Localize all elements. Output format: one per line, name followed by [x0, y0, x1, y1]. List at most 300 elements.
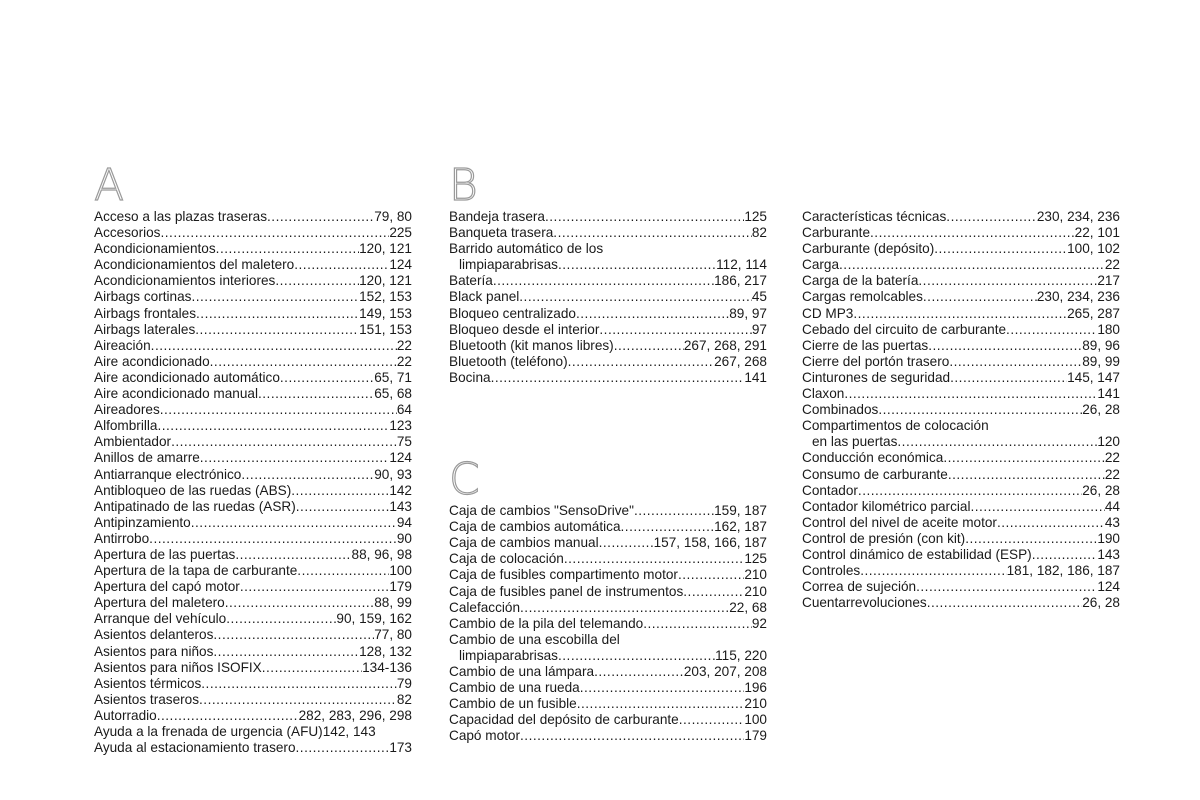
dot-leader [679, 712, 745, 728]
entry-pages: 22 [1104, 450, 1120, 466]
index-entry [802, 241, 1120, 257]
entry-list-c-part-1 [449, 503, 767, 744]
dot-leader [191, 289, 359, 305]
entry-pages: 179 [389, 579, 412, 595]
dot-leader [213, 644, 359, 660]
entry-term: Capacidad del depósito de carburante [449, 712, 679, 728]
entry-pages: 82 [396, 691, 412, 707]
dot-leader [519, 289, 752, 305]
entry-term: Apertura del capó motor [94, 579, 240, 595]
entry-term: Conducción económica [802, 450, 944, 466]
entry-pages: 89, 99 [1082, 353, 1120, 369]
index-entry [802, 273, 1120, 289]
entry-pages: 186, 217 [714, 273, 767, 289]
entry-pages: 141 [1097, 386, 1120, 402]
index-entry [449, 728, 767, 744]
dot-leader [280, 370, 374, 386]
index-entry [94, 724, 412, 740]
dot-leader [643, 616, 752, 632]
index-entry [94, 434, 412, 450]
entry-term: Antipatinado de las ruedas (ASR) [94, 498, 296, 514]
entry-pages: 143 [1097, 546, 1120, 562]
entry-pages: 134-136 [362, 659, 412, 675]
dot-leader [946, 209, 1037, 225]
entry-term: Caja de fusibles panel de instrumentos [449, 583, 684, 599]
entry-term: Asientos delanteros [94, 627, 214, 643]
entry-term: Carga de la batería [802, 273, 919, 289]
entry-term: Control del nivel de aceite motor [802, 514, 997, 530]
entry-pages: 267, 268, 291 [683, 337, 767, 353]
index-entry [802, 418, 1120, 434]
dot-leader [614, 338, 684, 354]
index-entry [94, 676, 412, 692]
entry-term: Antipinzamiento [94, 514, 191, 530]
index-entry [449, 551, 767, 567]
index-entry [449, 241, 767, 257]
entry-term: Alfombrilla [94, 418, 158, 434]
dot-leader [1032, 547, 1098, 563]
dot-leader [553, 225, 752, 241]
dot-leader [918, 273, 1097, 289]
entry-term: Antirrobo [94, 530, 150, 546]
dot-leader [858, 483, 1082, 499]
entry-term: Bocina [449, 369, 491, 385]
entry-term: Caja de cambios "SensoDrive" [449, 503, 634, 519]
index-entry [449, 209, 767, 225]
entry-term: Aire acondicionado manual [94, 386, 258, 402]
entry-term: Control de presión (con kit) [802, 530, 966, 546]
index-entry [802, 563, 1120, 579]
entry-term: Cuentarrevoluciones [802, 595, 927, 611]
entry-term: Cambio de una escobilla del [449, 631, 620, 647]
entry-pages: 124 [389, 257, 412, 273]
entry-term: Aireadores [94, 402, 160, 418]
entry-term: Asientos traseros [94, 691, 200, 707]
entry-pages: 123 [389, 418, 412, 434]
index-entry [802, 306, 1120, 322]
entry-pages: 77, 80 [374, 627, 412, 643]
entry-term: Acondicionamientos interiores [94, 273, 276, 289]
entry-term: Bloqueo centralizado [449, 305, 576, 321]
entry-pages: 124 [389, 450, 412, 466]
entry-term: Banqueta trasera [449, 225, 554, 241]
index-entry [449, 273, 767, 289]
entry-term: Carburante (depósito) [802, 241, 935, 257]
entry-pages: 145, 147 [1067, 369, 1120, 385]
dot-leader [297, 563, 389, 579]
entry-pages: 124 [1097, 579, 1120, 595]
entry-term: Asientos para niños [94, 643, 214, 659]
entry-pages: 196 [744, 680, 767, 696]
entry-term: Apertura de la tapa de carburante [94, 563, 298, 579]
index-entry [802, 515, 1120, 531]
entry-pages: 22 [1104, 466, 1120, 482]
entry-pages: 88, 99 [374, 595, 412, 611]
dot-leader [923, 289, 1037, 305]
dot-leader [568, 354, 714, 370]
entry-term: Contador [802, 482, 858, 498]
entry-term: Arranque del vehículo [94, 611, 227, 627]
index-entry [94, 402, 412, 418]
index-entry [449, 584, 767, 600]
dot-leader [171, 434, 397, 450]
entry-pages: 120 [1097, 434, 1120, 450]
entry-term: Compartimentos de colocación [802, 418, 989, 434]
index-entry [802, 338, 1120, 354]
index-entry [449, 370, 767, 386]
index-entry [94, 289, 412, 305]
dot-leader [594, 664, 684, 680]
dot-leader [1006, 322, 1097, 338]
entry-term: Ayuda al estacionamiento trasero [94, 740, 296, 756]
index-entry [94, 306, 412, 322]
index-entry [802, 322, 1120, 338]
entry-term: Bloqueo desde el interior [449, 321, 600, 337]
index-entry [802, 209, 1120, 225]
dot-leader [241, 467, 374, 483]
section-letter-b: B [449, 160, 478, 211]
dot-leader [545, 209, 744, 225]
entry-term: Airbags frontales [94, 305, 197, 321]
entry-term: Características técnicas [802, 209, 947, 224]
dot-leader [965, 531, 1097, 547]
entry-pages: 22, 101 [1074, 225, 1120, 241]
entry-term: Claxon [802, 386, 845, 402]
index-entry [94, 563, 412, 579]
entry-term: limpiaparabrisas [459, 647, 558, 663]
index-entry [449, 306, 767, 322]
entry-pages: 22 [396, 337, 412, 353]
dot-leader [927, 595, 1083, 611]
entry-pages: 94 [396, 514, 412, 530]
dot-leader [235, 547, 351, 563]
entry-pages: 210 [744, 696, 767, 712]
index-entry [94, 515, 412, 531]
entry-term: Cambio de un fusible [449, 696, 577, 712]
entry-term: Ayuda a la frenada de urgencia (AFU) [94, 724, 323, 739]
entry-term: Caja de cambios manual [449, 535, 599, 551]
index-entry [449, 664, 767, 680]
dot-leader [558, 648, 715, 664]
index-entry [449, 680, 767, 696]
index-entry [449, 354, 767, 370]
index-entry [94, 322, 412, 338]
entry-term: Anillos de amarre [94, 450, 200, 466]
index-entry [802, 579, 1120, 595]
index-entry [94, 418, 412, 434]
index-entry [802, 595, 1120, 611]
dot-leader [201, 676, 397, 692]
index-entry [449, 648, 767, 664]
index-entry [449, 616, 767, 632]
dot-leader [678, 567, 744, 583]
entry-term: Asientos para niños ISOFIX [94, 659, 262, 675]
dot-leader [157, 418, 389, 434]
entry-term: Cambio de una lámpara [449, 663, 595, 679]
dot-leader [296, 740, 390, 756]
index-entry [449, 289, 767, 305]
dot-leader [213, 627, 374, 643]
dot-leader [949, 354, 1082, 370]
index-entry [449, 225, 767, 241]
entry-pages: 82 [751, 225, 767, 241]
dot-leader [878, 402, 1082, 418]
index-entry [802, 434, 1120, 450]
dot-leader [216, 241, 359, 257]
entry-term: Aire acondicionado [94, 353, 210, 369]
entry-term: Control dinámico de estabilidad (ESP) [802, 546, 1032, 562]
index-entry [449, 712, 767, 728]
dot-leader [916, 579, 1097, 595]
entry-pages: 89, 96 [1082, 337, 1120, 353]
entry-pages: 90, 93 [374, 466, 412, 482]
dot-leader [520, 600, 729, 616]
entry-pages: 22, 68 [729, 599, 767, 615]
entry-pages: 141 [744, 369, 767, 385]
index-entry [94, 531, 412, 547]
dot-leader [294, 257, 389, 273]
dot-leader [928, 338, 1082, 354]
dot-leader [948, 467, 1105, 483]
entry-pages: 217 [1097, 273, 1120, 289]
index-entry [94, 273, 412, 289]
dot-leader [520, 728, 744, 744]
entry-term: Capó motor [449, 728, 521, 744]
dot-leader [195, 322, 359, 338]
entry-term: Aire acondicionado automático [94, 369, 280, 385]
entry-term: Caja de cambios automática [449, 519, 621, 535]
index-entry [94, 257, 412, 273]
entry-pages: 265, 287 [1067, 305, 1120, 321]
index-entry [449, 535, 767, 551]
entry-term: Correa de sujeción [802, 579, 917, 595]
entry-term: Apertura del maletero [94, 595, 225, 611]
entry-term: Aireación [94, 337, 151, 353]
entry-pages: 179 [744, 728, 767, 744]
entry-term: Batería [449, 273, 493, 289]
entry-pages: 97 [751, 321, 767, 337]
index-entry [94, 225, 412, 241]
index-column-2 [449, 160, 767, 744]
entry-pages: 120, 121 [359, 241, 412, 257]
entry-pages: 65, 68 [374, 386, 412, 402]
dot-leader [950, 370, 1067, 386]
dot-leader [897, 434, 1097, 450]
entry-term: Asientos térmicos [94, 675, 202, 691]
index-entry [449, 257, 767, 273]
index-entry [802, 402, 1120, 418]
index-entry [802, 386, 1120, 402]
index-entry [94, 467, 412, 483]
index-entry [94, 579, 412, 595]
entry-term: Autorradio [94, 707, 157, 723]
entry-pages: 22 [1104, 257, 1120, 273]
index-entry [802, 225, 1120, 241]
entry-pages: 79, 80 [374, 209, 412, 224]
dot-leader [839, 257, 1105, 273]
index-entry [449, 503, 767, 519]
dot-leader [151, 338, 397, 354]
dot-leader [580, 680, 745, 696]
dot-leader [870, 225, 1075, 241]
index-entry [94, 644, 412, 660]
index-entry [94, 660, 412, 676]
dot-leader [191, 515, 397, 531]
entry-pages: 230, 234, 236 [1036, 289, 1120, 305]
entry-pages: 43 [1104, 514, 1120, 530]
index-entry [449, 322, 767, 338]
dot-leader [577, 696, 745, 712]
dot-leader [296, 499, 390, 515]
index-entry [802, 450, 1120, 466]
dot-leader [149, 531, 397, 547]
entry-pages: 173 [389, 740, 412, 756]
entry-pages: 90, 159, 162 [336, 611, 412, 627]
dot-leader [291, 483, 389, 499]
index-entry [94, 483, 412, 499]
index-entry [802, 370, 1120, 386]
index-entry [94, 740, 412, 756]
entry-pages: 120, 121 [359, 273, 412, 289]
entry-term: CD MP3 [802, 305, 854, 321]
index-entry [802, 483, 1120, 499]
dot-leader [160, 225, 389, 241]
index-entry [94, 209, 412, 225]
index-entry [802, 354, 1120, 370]
entry-term: Cinturones de seguridad [802, 369, 951, 385]
dot-leader [943, 450, 1105, 466]
entry-pages: 92 [751, 615, 767, 631]
dot-leader [576, 306, 729, 322]
entry-term: Combinados [802, 402, 879, 418]
index-column-1 [94, 160, 412, 756]
entry-pages: 210 [744, 567, 767, 583]
section-letter-a: A [94, 160, 125, 211]
dot-leader [491, 370, 745, 386]
dot-leader [621, 519, 715, 535]
dot-leader [934, 241, 1067, 257]
entry-term: Caja de colocación [449, 551, 564, 567]
entry-pages: 45 [751, 289, 767, 305]
dot-leader [196, 306, 359, 322]
entry-pages: 159, 187 [714, 503, 767, 519]
entry-pages: 157, 158, 166, 187 [653, 535, 767, 551]
entry-pages: 181, 182, 186, 187 [1006, 563, 1120, 579]
dot-leader [267, 209, 374, 225]
entry-pages: 282, 283, 296, 298 [298, 707, 412, 723]
index-entry [802, 547, 1120, 563]
dot-leader [853, 306, 1067, 322]
entry-pages: 115, 220 [715, 647, 767, 663]
entry-pages: 44 [1104, 498, 1120, 514]
dot-leader [258, 386, 374, 402]
entry-term: Ambientador [94, 434, 172, 450]
entry-pages: 125 [744, 551, 767, 567]
entry-term: Acondicionamientos del maletero [94, 257, 295, 273]
dot-leader [225, 595, 374, 611]
entry-pages: 180 [1097, 321, 1120, 337]
entry-pages: 128, 132 [359, 643, 412, 659]
entry-list-c-part-2 [802, 209, 1120, 611]
index-column-3 [802, 209, 1120, 611]
entry-pages: 142 [389, 482, 412, 498]
index-entry [94, 595, 412, 611]
dot-leader [844, 386, 1097, 402]
entry-term: Contador kilométrico parcial [802, 498, 971, 514]
entry-term: Cambio de una rueda [449, 680, 580, 696]
index-entry [94, 450, 412, 466]
dot-leader [564, 551, 744, 567]
entry-pages: 210 [744, 583, 767, 599]
entry-term: Acceso a las plazas traseras [94, 209, 268, 224]
index-entry [449, 632, 767, 648]
entry-pages: 100 [389, 563, 412, 579]
entry-term: Controles [802, 563, 861, 579]
entry-pages: 190 [1097, 530, 1120, 546]
entry-term: Cierre del portón trasero [802, 353, 950, 369]
index-entry [94, 241, 412, 257]
entry-pages: 64 [396, 402, 412, 418]
entry-term: Antibloqueo de las ruedas (ABS) [94, 482, 292, 498]
entry-pages: 225 [389, 225, 412, 241]
dot-leader [634, 503, 714, 519]
entry-term: Caja de fusibles compartimento motor [449, 567, 678, 583]
dot-leader [240, 579, 389, 595]
entry-pages: 89, 97 [729, 305, 767, 321]
entry-pages: 26, 28 [1082, 482, 1120, 498]
entry-pages: 151, 153 [359, 321, 412, 337]
dot-leader [200, 450, 390, 466]
entry-pages: 149, 153 [359, 305, 412, 321]
entry-pages: 90 [396, 530, 412, 546]
dot-leader [157, 708, 299, 724]
entry-term: Carburante [802, 225, 871, 241]
entry-term: Cambio de la pila del telemando [449, 615, 644, 631]
entry-pages: 143 [389, 498, 412, 514]
entry-pages: 65, 71 [374, 369, 412, 385]
dot-leader [683, 584, 744, 600]
entry-pages: 152, 153 [359, 289, 412, 305]
dot-leader [226, 611, 336, 627]
entry-term: Carga [802, 257, 840, 273]
dot-leader [599, 535, 654, 551]
entry-pages: 79 [396, 675, 412, 691]
entry-pages: 267, 268 [714, 353, 767, 369]
entry-pages: 26, 28 [1082, 402, 1120, 418]
entry-term: Airbags cortinas [94, 289, 192, 305]
entry-term: Bluetooth (teléfono) [449, 353, 568, 369]
dot-leader [558, 257, 716, 273]
dot-leader [262, 660, 362, 676]
index-entry [449, 519, 767, 535]
entry-term: Consumo de carburante [802, 466, 948, 482]
entry-term: limpiaparabrisas [459, 257, 558, 273]
index-entry [94, 499, 412, 515]
entry-pages: 88, 96, 98 [351, 546, 412, 562]
entry-term: en las puertas [812, 434, 898, 450]
dot-leader [493, 273, 714, 289]
entry-term: Accesorios [94, 225, 161, 241]
entry-pages: 100 [744, 712, 767, 728]
index-entry [449, 696, 767, 712]
index-entry [449, 338, 767, 354]
index-entry [802, 531, 1120, 547]
entry-list-b [449, 209, 767, 386]
entry-pages: 75 [396, 434, 412, 450]
index-entry [94, 386, 412, 402]
entry-pages: 22 [396, 353, 412, 369]
entry-pages: 230, 234, 236 [1036, 209, 1120, 224]
